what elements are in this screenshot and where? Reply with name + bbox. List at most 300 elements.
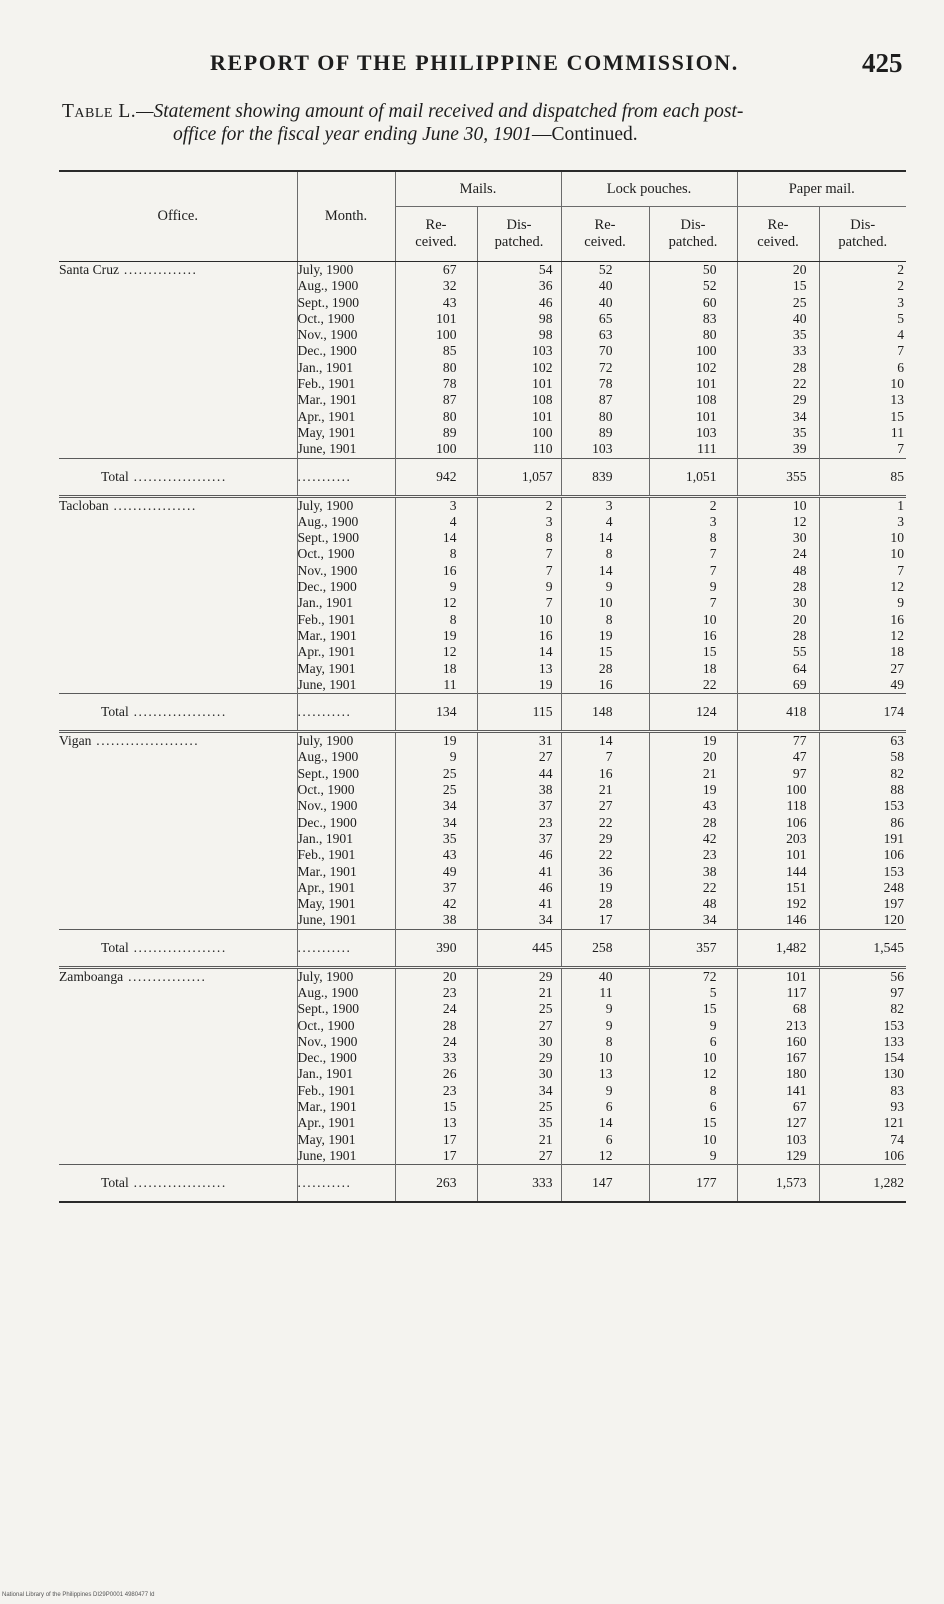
mails-dispatched-value: 98 [538,327,553,343]
mails-dispatched-total: 445 [477,929,561,967]
paper-mail-dispatched-value: 7 [897,562,904,578]
mails-received-value: 9 [449,749,457,765]
lock-pouches-received-value: 9 [605,579,613,595]
total-label-cell [59,1165,297,1203]
month-label: Mar., 1901 [297,863,357,879]
paper-mail-received-value: 100 [786,782,807,798]
lock-pouches-received-value: 9 [605,1082,613,1098]
paper-mail-received-value: 28 [792,627,807,643]
month-label: Sept., 1900 [297,1001,360,1017]
paper-mail-received-value: 141 [786,1082,807,1098]
paper-mail-dispatched-value: 10 [890,376,904,392]
lock-pouches-received-value: 6 [605,1131,613,1147]
lock-pouches-dispatched-value: 52 [702,278,717,294]
lock-pouches-dispatched-value: 20 [702,749,717,765]
lock-pouches-dispatched-value: 7 [709,595,717,611]
mails-dispatched-value: 21 [538,984,553,1000]
mails-received-value: 8 [449,611,457,627]
paper-mail-received-value: 67 [792,1099,807,1115]
month-cell [297,967,395,1165]
mails-received-value: 24 [442,1033,457,1049]
paper-mail-dispatched-value: 153 [883,1017,904,1033]
paper-mail-received-value: 101 [786,847,807,863]
month-label: Aug., 1900 [297,278,359,294]
paper-mail-received-value: 127 [786,1115,807,1131]
lock-pouches-dispatched-total: 124 [649,694,737,732]
mails-dispatched-value: 46 [538,847,553,863]
mails-received-value: 20 [442,968,457,984]
paper-mail-dispatched-value: 18 [890,644,904,660]
mails-dispatched-value: 29 [538,1050,553,1066]
office-name: Santa Cruz [59,262,120,277]
mails-received-total: 390 [395,929,477,967]
month-cell [297,732,395,930]
mails-dispatched-value: 101 [532,376,553,392]
paper-mail-dispatched-value: 56 [890,968,904,984]
lock-pouches-received-cell [561,732,649,930]
mails-dispatched-value: 37 [538,798,553,814]
paper-mail-dispatched-value: 2 [897,262,904,277]
paper-mail-dispatched-value: 97 [890,984,904,1000]
mails-received-value: 14 [442,530,457,546]
paper-mail-received-cell [737,496,819,694]
paper-mail-dispatched-cell [819,262,906,459]
month-label: Sept., 1900 [297,530,360,546]
office-name: Vigan [59,733,92,749]
paper-mail-received-value: 203 [786,830,807,846]
running-head [0,50,944,84]
total-label-cell [59,458,297,496]
lock-pouches-received-value: 3 [605,497,613,513]
paper-mail-received-value: 146 [786,912,807,928]
paper-mail-dispatched-value: 121 [883,1115,904,1131]
mails-received-value: 100 [436,327,457,343]
month-label: June, 1901 [297,1147,357,1163]
total-month-cell: ........... [297,458,395,496]
mails-dispatched-value: 7 [545,562,553,578]
leader-dots: ................... [128,704,227,720]
lock-pouches-dispatched-cell [649,967,737,1165]
paper-mail-dispatched-value: 10 [890,530,904,546]
mails-dispatched-cell [477,262,561,459]
month-label: Feb., 1901 [297,376,356,392]
mails-dispatched-value: 9 [545,579,553,595]
lock-pouches-dispatched-value: 22 [702,879,717,895]
lock-pouches-dispatched-header: Dis- patched. [649,207,737,262]
mails-received-value: 80 [442,359,457,375]
paper-mail-received-value: 28 [792,579,807,595]
lock-pouches-dispatched-value: 6 [709,1033,717,1049]
mails-received-value: 12 [442,644,457,660]
paper-mail-received-value: 103 [786,1131,807,1147]
month-label: July, 1900 [297,497,354,513]
lock-pouches-received-value: 7 [605,749,613,765]
mails-received-value: 100 [436,441,457,457]
lock-pouches-dispatched-value: 19 [702,733,717,749]
lock-pouches-received-value: 6 [605,1099,613,1115]
running-title: REPORT OF THE PHILIPPINE COMMISSION. [210,50,739,75]
total-month-cell: ........... [297,694,395,732]
lock-pouches-dispatched-value: 18 [702,660,717,676]
mails-dispatched-value: 101 [532,408,553,424]
month-cell [297,262,395,459]
total-month-cell: ........... [297,929,395,967]
lock-pouches-received-value: 28 [598,660,613,676]
mails-dispatched-total: 115 [477,694,561,732]
paper-mail-received-value: 47 [792,749,807,765]
month-label: Dec., 1900 [297,579,357,595]
mails-dispatched-value: 19 [538,676,553,692]
paper-mail-received-value: 29 [792,392,807,408]
lock-pouches-dispatched-value: 38 [702,863,717,879]
paper-mail-received-total: 355 [737,458,819,496]
paper-mail-received-value: 167 [786,1050,807,1066]
paper-mail-dispatched-value: 58 [890,749,904,765]
paper-mail-received-value: 28 [792,359,807,375]
mails-dispatched-value: 3 [545,513,553,529]
lock-pouches-received-value: 8 [605,1033,613,1049]
paper-mail-dispatched-value: 83 [890,1082,904,1098]
paper-mail-received-header: Re- ceived. [737,207,819,262]
lock-pouches-received-value: 9 [605,1001,613,1017]
lock-pouches-dispatched-total: 177 [649,1165,737,1203]
mails-received-value: 18 [442,660,457,676]
mails-dispatched-value: 110 [532,441,553,457]
mails-received-value: 16 [442,562,457,578]
month-label: Feb., 1901 [297,611,356,627]
mails-received-total: 263 [395,1165,477,1203]
mails-received-value: 24 [442,1001,457,1017]
office-name-cell [59,732,297,930]
lock-pouches-dispatched-value: 34 [702,912,717,928]
mails-received-value: 23 [442,1082,457,1098]
lock-pouches-received-value: 22 [598,847,613,863]
lock-pouches-received-value: 10 [598,1050,613,1066]
total-label: Total [101,468,129,484]
mails-dispatched-value: 29 [538,968,553,984]
month-label: Oct., 1900 [297,782,355,798]
paper-mail-received-value: 160 [786,1033,807,1049]
total-row [59,694,906,732]
caption-line-1: —Statement showing amount of mail received and dispatched from each post- [136,101,744,122]
month-label: Jan., 1901 [297,595,354,611]
mails-dispatched-value: 38 [538,782,553,798]
mails-received-value: 80 [442,408,457,424]
paper-mail-group-header: Paper mail. [737,171,906,207]
paper-mail-dispatched-value: 13 [890,392,904,408]
total-label-cell [59,929,297,967]
mails-dispatched-value: 30 [538,1066,553,1082]
lock-pouches-received-value: 36 [598,863,613,879]
lock-pouches-dispatched-value: 12 [702,1066,717,1082]
lock-pouches-dispatched-value: 80 [702,327,717,343]
mails-dispatched-value: 25 [538,1099,553,1115]
month-label: Aug., 1900 [297,749,359,765]
paper-mail-dispatched-value: 27 [890,660,904,676]
lock-pouches-dispatched-value: 10 [702,1131,717,1147]
mails-received-value: 28 [442,1017,457,1033]
lock-pouches-dispatched-value: 111 [697,441,717,457]
total-row [59,458,906,496]
office-name-cell [59,967,297,1165]
paper-mail-received-value: 69 [792,676,807,692]
mails-dispatched-value: 37 [538,830,553,846]
paper-mail-dispatched-value: 5 [897,310,904,326]
month-label: Jan., 1901 [297,830,354,846]
lock-pouches-received-value: 9 [605,1017,613,1033]
lock-pouches-dispatched-value: 9 [709,579,717,595]
lock-pouches-received-value: 40 [598,968,613,984]
lock-pouches-received-cell [561,496,649,694]
mails-received-value: 89 [442,424,457,440]
lock-pouches-received-value: 19 [598,879,613,895]
mails-received-value: 26 [442,1066,457,1082]
lock-pouches-dispatched-value: 9 [709,1147,717,1163]
month-label: Oct., 1900 [297,1017,355,1033]
paper-mail-received-total: 418 [737,694,819,732]
month-label: Jan., 1901 [297,1066,354,1082]
paper-mail-received-value: 213 [786,1017,807,1033]
paper-mail-dispatched-total: 1,545 [819,929,906,967]
lock-pouches-dispatched-value: 7 [709,562,717,578]
month-label: Mar., 1901 [297,627,357,643]
mails-dispatched-header: Dis- patched. [477,207,561,262]
lock-pouches-received-value: 21 [598,782,613,798]
lock-pouches-received-value: 78 [598,376,613,392]
month-label: Apr., 1901 [297,879,356,895]
paper-mail-received-cell [737,262,819,459]
lock-pouches-group-header: Lock pouches. [561,171,737,207]
mails-dispatched-value: 54 [538,262,553,277]
caption-line-2: office for the fiscal year ending June 30, 1901 [173,124,533,145]
mails-dispatched-value: 100 [532,424,553,440]
paper-mail-dispatched-header: Dis- patched. [819,207,906,262]
mails-received-value: 12 [442,595,457,611]
lock-pouches-received-total: 258 [561,929,649,967]
lock-pouches-dispatched-cell [649,732,737,930]
lock-pouches-dispatched-value: 108 [696,392,717,408]
month-label: Mar., 1901 [297,1099,357,1115]
paper-mail-dispatched-total: 85 [819,458,906,496]
paper-mail-received-value: 20 [792,262,807,277]
lock-pouches-dispatched-value: 102 [696,359,717,375]
lock-pouches-dispatched-value: 72 [702,968,717,984]
mails-received-total: 134 [395,694,477,732]
month-label: Apr., 1901 [297,1115,356,1131]
paper-mail-received-cell [737,732,819,930]
mails-received-value: 9 [449,579,457,595]
mails-received-value: 8 [449,546,457,562]
paper-mail-received-value: 151 [786,879,807,895]
mails-received-total: 942 [395,458,477,496]
mails-dispatched-value: 41 [538,896,553,912]
mails-received-cell [395,967,477,1165]
lock-pouches-dispatched-value: 10 [702,611,717,627]
month-label: Dec., 1900 [297,814,357,830]
lock-pouches-received-value: 14 [598,530,613,546]
lock-pouches-received-value: 27 [598,798,613,814]
lock-pouches-dispatched-value: 8 [709,1082,717,1098]
paper-mail-dispatched-value: 9 [897,595,904,611]
lock-pouches-received-total: 839 [561,458,649,496]
month-label: Jan., 1901 [297,359,354,375]
paper-mail-dispatched-value: 74 [890,1131,904,1147]
lock-pouches-received-value: 16 [598,676,613,692]
month-column-header: Month. [297,171,395,262]
office-column-header: Office. [59,171,297,262]
paper-mail-dispatched-value: 93 [890,1099,904,1115]
lock-pouches-received-value: 14 [598,733,613,749]
table-label: Table L. [62,101,137,122]
paper-mail-received-value: 10 [792,497,807,513]
office-name: Zamboanga [59,968,124,984]
lock-pouches-received-value: 8 [605,611,613,627]
lock-pouches-received-value: 8 [605,546,613,562]
office-name-cell [59,496,297,694]
paper-mail-dispatched-value: 7 [897,441,904,457]
paper-mail-received-value: 97 [792,765,807,781]
mails-dispatched-cell [477,732,561,930]
lock-pouches-received-value: 87 [598,392,613,408]
total-label: Total [101,704,129,720]
paper-mail-dispatched-value: 4 [897,327,904,343]
paper-mail-dispatched-value: 88 [890,782,904,798]
lock-pouches-dispatched-value: 6 [709,1099,717,1115]
mails-received-value: 17 [442,1147,457,1163]
month-label: June, 1901 [297,912,357,928]
mails-dispatched-value: 7 [545,595,553,611]
paper-mail-dispatched-value: 12 [890,627,904,643]
lock-pouches-dispatched-value: 83 [702,310,717,326]
paper-mail-dispatched-value: 7 [897,343,904,359]
paper-mail-dispatched-value: 153 [883,798,904,814]
paper-mail-dispatched-value: 82 [890,1001,904,1017]
mails-dispatched-value: 108 [532,392,553,408]
mails-received-header: Re- ceived. [395,207,477,262]
paper-mail-received-value: 12 [792,513,807,529]
office-block-row [59,262,906,459]
mails-received-value: 43 [442,294,457,310]
mails-dispatched-value: 30 [538,1033,553,1049]
month-label: Sept., 1900 [297,294,360,310]
lock-pouches-received-value: 14 [598,562,613,578]
paper-mail-dispatched-value: 82 [890,765,904,781]
mails-dispatched-value: 31 [538,733,553,749]
paper-mail-dispatched-value: 6 [897,359,904,375]
paper-mail-received-value: 180 [786,1066,807,1082]
mails-received-value: 101 [436,310,457,326]
month-label: May, 1901 [297,660,356,676]
lock-pouches-dispatched-value: 7 [709,546,717,562]
lock-pouches-dispatched-cell [649,262,737,459]
paper-mail-dispatched-value: 86 [890,814,904,830]
lock-pouches-received-value: 22 [598,814,613,830]
paper-mail-received-value: 192 [786,896,807,912]
paper-mail-dispatched-value: 120 [883,912,904,928]
mails-dispatched-value: 98 [538,310,553,326]
lock-pouches-received-value: 65 [598,310,613,326]
paper-mail-received-value: 101 [786,968,807,984]
month-label: Apr., 1901 [297,644,356,660]
paper-mail-received-value: 35 [792,424,807,440]
paper-mail-received-value: 55 [792,644,807,660]
lock-pouches-received-total: 147 [561,1165,649,1203]
lock-pouches-dispatched-value: 101 [696,376,717,392]
total-label-cell [59,694,297,732]
leader-dots: ................ [123,968,207,984]
month-label: May, 1901 [297,424,356,440]
mails-received-value: 13 [442,1115,457,1131]
digitization-mark: National Library of the Philippines DI29P0001 4980477 ld [2,1592,155,1598]
paper-mail-dispatched-value: 133 [883,1033,904,1049]
paper-mail-dispatched-value: 130 [883,1066,904,1082]
paper-mail-received-value: 40 [792,310,807,326]
paper-mail-dispatched-value: 1 [897,497,904,513]
lock-pouches-dispatched-total: 1,051 [649,458,737,496]
mails-dispatched-value: 25 [538,1001,553,1017]
lock-pouches-dispatched-value: 100 [696,343,717,359]
mails-dispatched-value: 21 [538,1131,553,1147]
lock-pouches-dispatched-value: 43 [702,798,717,814]
lock-pouches-received-value: 52 [598,262,613,277]
total-label: Total [101,939,129,955]
month-label: Dec., 1900 [297,343,357,359]
lock-pouches-dispatched-value: 10 [702,1050,717,1066]
lock-pouches-received-value: 89 [598,424,613,440]
mails-dispatched-value: 46 [538,879,553,895]
total-row [59,1165,906,1203]
mails-received-cell [395,732,477,930]
mails-group-header: Mails. [395,171,561,207]
mails-dispatched-value: 10 [538,611,553,627]
paper-mail-dispatched-value: 12 [890,579,904,595]
mails-received-value: 43 [442,847,457,863]
month-label: Nov., 1900 [297,798,358,814]
leader-dots: ............... [119,262,198,277]
paper-mail-dispatched-cell [819,967,906,1165]
month-label: July, 1900 [297,262,354,277]
paper-mail-received-value: 118 [786,798,807,814]
lock-pouches-received-value: 4 [605,513,613,529]
paper-mail-received-total: 1,573 [737,1165,819,1203]
lock-pouches-received-value: 19 [598,627,613,643]
paper-mail-received-value: 30 [792,530,807,546]
paper-mail-received-value: 117 [786,984,807,1000]
month-label: Aug., 1900 [297,984,359,1000]
paper-mail-received-value: 129 [786,1147,807,1163]
lock-pouches-received-cell [561,967,649,1165]
paper-mail-dispatched-value: 49 [890,676,904,692]
total-month-cell: ........... [297,1165,395,1203]
mails-dispatched-value: 41 [538,863,553,879]
mails-received-cell [395,496,477,694]
lock-pouches-dispatched-value: 19 [702,782,717,798]
mails-dispatched-value: 14 [538,644,553,660]
lock-pouches-dispatched-value: 60 [702,294,717,310]
paper-mail-dispatched-value: 11 [890,424,904,440]
paper-mail-dispatched-value: 106 [883,847,904,863]
lock-pouches-dispatched-value: 101 [696,408,717,424]
lock-pouches-received-value: 80 [598,408,613,424]
mails-received-cell [395,262,477,459]
leader-dots: ................... [128,939,227,955]
paper-mail-dispatched-cell [819,732,906,930]
lock-pouches-received-value: 16 [598,765,613,781]
total-label: Total [101,1175,129,1191]
mails-received-value: 34 [442,814,457,830]
month-label: Nov., 1900 [297,1033,358,1049]
lock-pouches-received-value: 29 [598,830,613,846]
